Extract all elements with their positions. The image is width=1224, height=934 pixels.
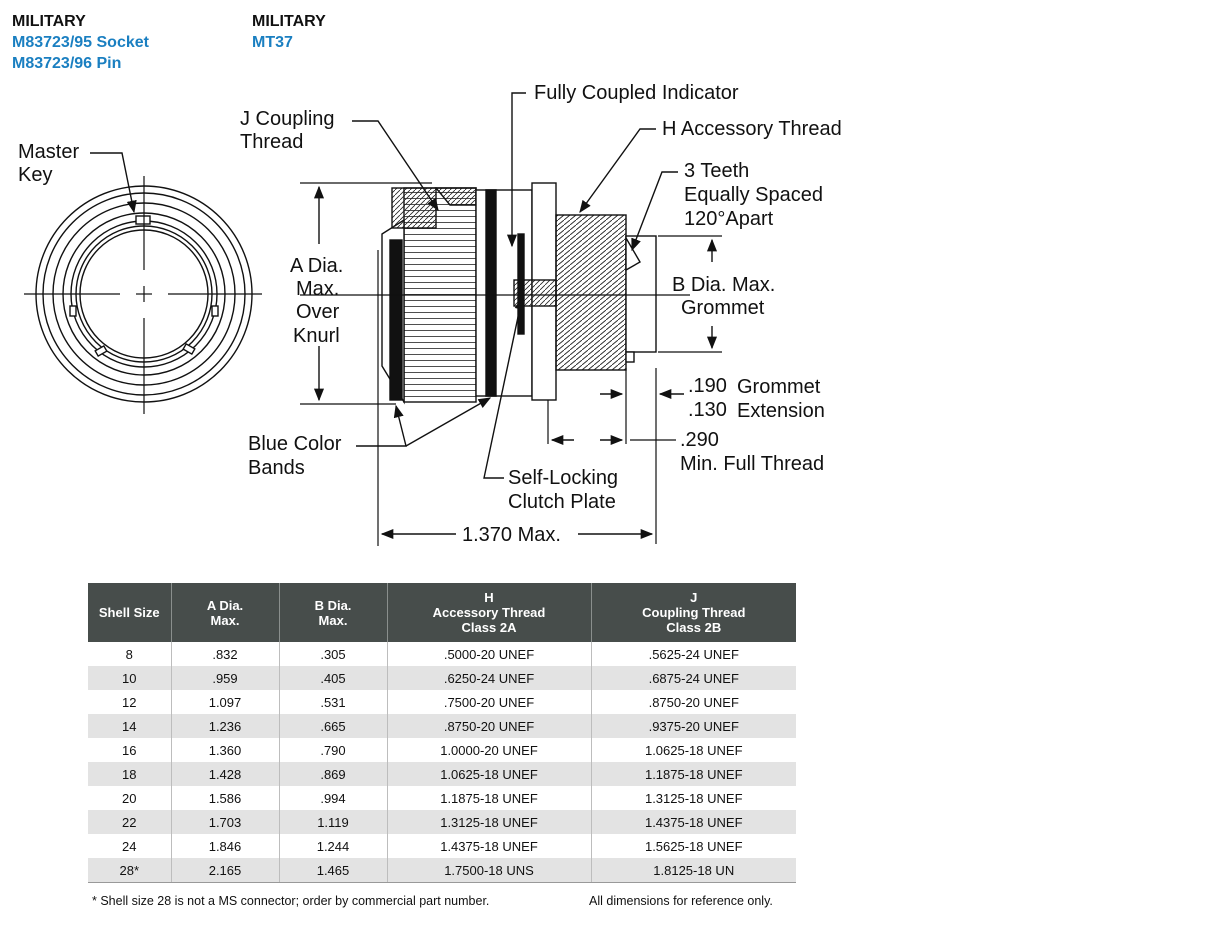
cell-h-thread: .8750-20 UNEF <box>387 714 591 738</box>
cell-b-dia: .994 <box>279 786 387 810</box>
cell-a-dia: 1.097 <box>171 690 279 714</box>
blue-bands-label-2: Bands <box>248 457 305 479</box>
table-row <box>88 690 796 714</box>
cell-shell-size: 22 <box>88 810 171 834</box>
cell-a-dia: 1.360 <box>171 738 279 762</box>
table-row <box>88 642 796 666</box>
teeth-label-1: 3 Teeth <box>684 160 750 182</box>
table-row <box>88 738 796 762</box>
table-row <box>88 762 796 786</box>
cell-b-dia: 1.119 <box>279 810 387 834</box>
header-left-title: MILITARY <box>12 13 86 30</box>
cell-h-thread: .5000-20 UNEF <box>387 642 591 666</box>
cell-b-dia: 1.465 <box>279 858 387 883</box>
cell-j-thread: 1.1875-18 UNEF <box>591 762 796 786</box>
cell-j-thread: 1.0625-18 UNEF <box>644 742 743 758</box>
cell-shell-size: 8 <box>88 642 171 666</box>
full-thread-label-2: Min. Full Thread <box>680 453 825 475</box>
cell-shell-size: 28* <box>88 858 171 883</box>
teeth-label-2: Equally Spaced <box>684 184 823 206</box>
b-dia-label-1: B Dia. Max. <box>672 274 776 296</box>
overall-length-label: 1.370 Max. <box>462 524 561 546</box>
header-right-title: MILITARY <box>252 13 326 30</box>
col-a-dia-line1: A Dia. <box>206 597 244 613</box>
col-j-thread <box>591 583 796 642</box>
table-row <box>88 786 796 810</box>
col-a-dia-line2: Max. <box>210 612 240 628</box>
cell-shell-size: 16 <box>88 738 171 762</box>
h-accessory-label: H Accessory Thread <box>662 118 842 140</box>
master-key-label-1: Master <box>18 141 80 163</box>
header-left <box>12 11 149 74</box>
cell-j-thread: .8750-20 UNEF <box>648 694 739 710</box>
front-view <box>24 176 262 414</box>
j-coupling-label-1: J Coupling <box>240 108 335 130</box>
cell-h-thread: 1.1875-18 UNEF <box>387 786 591 810</box>
cell-shell-size: 12 <box>88 690 171 714</box>
cell-b-dia: .305 <box>279 642 387 666</box>
table-row <box>88 810 796 834</box>
cell-a-dia: 1.846 <box>171 834 279 858</box>
clutch-label-2: Clutch Plate <box>508 491 616 513</box>
cell-a-dia: .959 <box>171 666 279 690</box>
col-b-dia-line2: Max. <box>318 612 348 628</box>
col-j-thread-line3: Class 2B <box>666 620 722 635</box>
cell-b-dia: .531 <box>279 690 387 714</box>
col-h-thread-line2: Accessory Thread <box>432 605 546 620</box>
blue-bands-label-1: Blue Color <box>248 433 342 455</box>
cell-shell-size: 14 <box>88 714 171 738</box>
cell-shell-size: 18 <box>88 762 171 786</box>
cell-b-dia: .869 <box>279 762 387 786</box>
b-dia-label-2: Grommet <box>681 297 765 319</box>
cell-j-thread: 1.8125-18 UN <box>591 858 796 883</box>
a-dia-label-2: Max. <box>296 278 340 300</box>
col-h-thread <box>387 583 591 642</box>
connector-drawing <box>0 75 900 555</box>
col-shell-size <box>88 583 171 642</box>
cell-b-dia: .405 <box>279 666 387 690</box>
cell-h-thread: 1.3125-18 UNEF <box>387 810 591 834</box>
grommet-label-1: Grommet <box>737 376 821 398</box>
col-h-thread-line1: H <box>484 590 494 605</box>
cell-j-thread: .6875-24 UNEF <box>591 666 796 690</box>
col-b-dia-line1: B Dia. <box>314 597 352 613</box>
cell-h-thread: 1.0625-18 UNEF <box>387 762 591 786</box>
table-row <box>88 714 796 738</box>
j-coupling-label-2: Thread <box>240 131 304 153</box>
cell-a-dia: 1.703 <box>171 810 279 834</box>
cell-b-dia: .790 <box>279 738 387 762</box>
spec-table <box>88 583 796 883</box>
cell-h-thread: 1.4375-18 UNEF <box>387 834 591 858</box>
table-row <box>88 834 796 858</box>
col-b-dia <box>279 583 387 642</box>
fully-coupled-label: Fully Coupled Indicator <box>534 82 739 104</box>
footnote-reference: All dimensions for reference only. <box>589 894 773 908</box>
cell-a-dia: 1.428 <box>171 762 279 786</box>
teeth-label-3: 120°Apart <box>684 208 774 230</box>
master-key-label-2: Key <box>18 164 53 186</box>
cell-a-dia: 1.586 <box>171 786 279 810</box>
cell-a-dia: 2.165 <box>171 858 279 883</box>
cell-a-dia: .832 <box>171 642 279 666</box>
cell-a-dia: 1.236 <box>171 714 279 738</box>
col-j-thread-line1: J <box>690 590 698 605</box>
a-dia-label-1: A Dia. <box>290 255 344 277</box>
grommet-label-2: Extension <box>737 400 825 422</box>
side-view <box>382 183 656 402</box>
cell-h-thread: .6250-24 UNEF <box>387 666 591 690</box>
cell-h-thread: 1.0000-20 UNEF <box>387 738 591 762</box>
cell-shell-size: 10 <box>88 666 171 690</box>
grommet-value-2: .130 <box>688 399 727 421</box>
cell-h-thread: 1.7500-18 UNS <box>387 858 591 883</box>
cell-b-dia: 1.244 <box>279 834 387 858</box>
header-left-line2: M83723/96 Pin <box>12 55 122 72</box>
cell-b-dia: .665 <box>279 714 387 738</box>
cell-j-thread: .9375-20 UNEF <box>591 714 796 738</box>
col-shell-size-line1: Shell Size <box>98 605 160 620</box>
col-j-thread-line2: Coupling Thread <box>642 605 746 620</box>
cell-j-thread: 1.3125-18 UNEF <box>644 790 743 806</box>
full-thread-label-1: .290 <box>680 429 719 451</box>
cell-j-thread: 1.5625-18 UNEF <box>644 838 743 854</box>
col-a-dia <box>171 583 279 642</box>
table-row <box>88 858 796 883</box>
cell-h-thread: .7500-20 UNEF <box>387 690 591 714</box>
cell-shell-size: 24 <box>88 834 171 858</box>
a-dia-label-3: Over <box>296 301 340 323</box>
header-left-line1: M83723/95 Socket <box>12 34 149 51</box>
cell-shell-size: 20 <box>88 786 171 810</box>
cell-j-thread: .5625-24 UNEF <box>648 646 739 662</box>
table-header-row <box>88 583 796 642</box>
grommet-value-1: .190 <box>688 375 727 397</box>
footnote-shell-28: * Shell size 28 is not a MS connector; order by commercial part number. <box>92 894 490 908</box>
header-right <box>252 11 326 53</box>
a-dia-label-4: Knurl <box>293 325 340 347</box>
table-row <box>88 666 796 690</box>
cell-j-thread: 1.4375-18 UNEF <box>591 810 796 834</box>
header-right-line1: MT37 <box>252 34 293 51</box>
col-h-thread-line3: Class 2A <box>461 620 517 635</box>
clutch-label-1: Self-Locking <box>508 467 619 489</box>
